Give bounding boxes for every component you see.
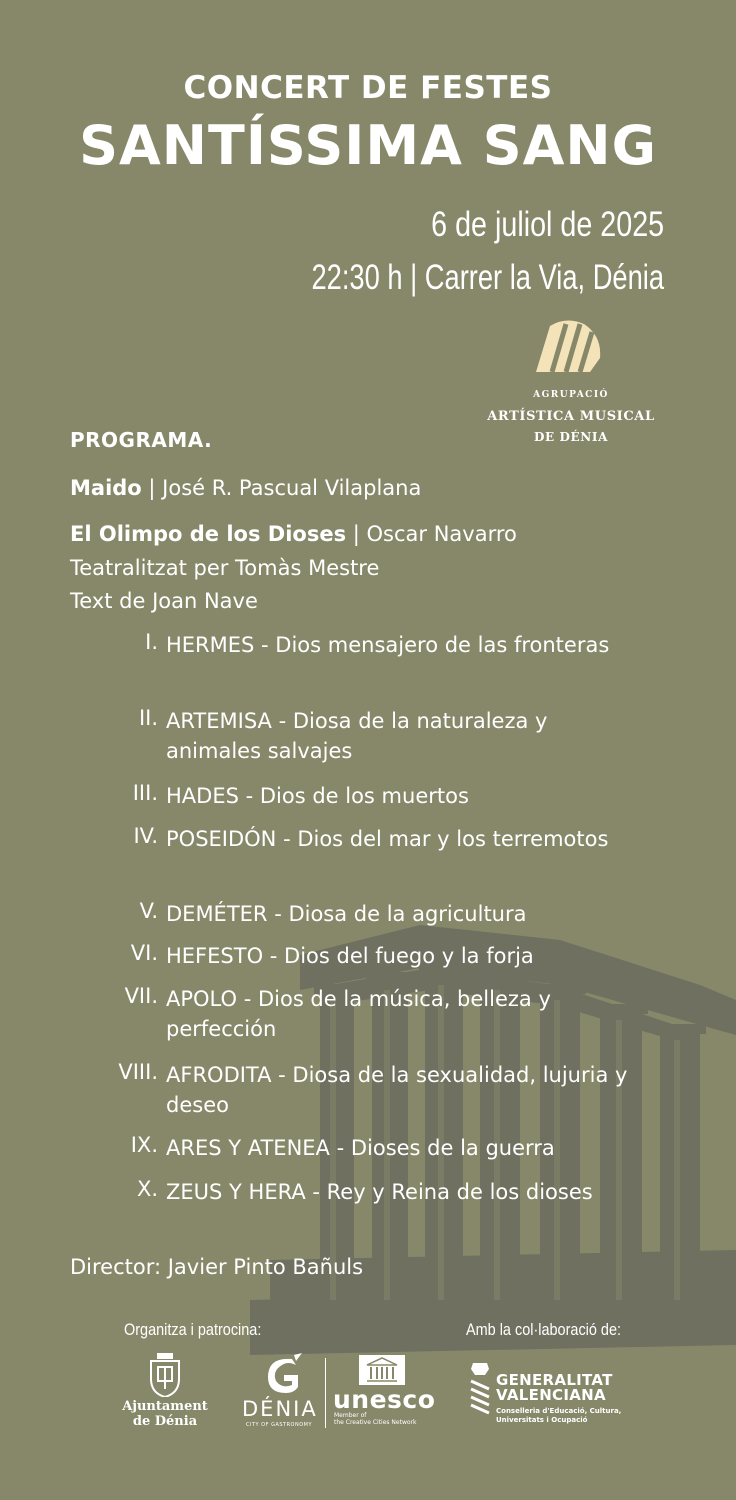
concert-subtitle: CONCERT DE FESTES <box>183 70 553 106</box>
program-piece-2 <box>70 522 517 546</box>
gv-department-line1: Conselleria d'Educació, Cultura, <box>496 1407 622 1415</box>
movement-text: POSEIDÓN - Dios del mar y los terremotos <box>166 827 609 851</box>
movement-number: IX. <box>130 1133 158 1157</box>
movement-number: III. <box>132 781 158 805</box>
movement-text: HERMES - Dios mensajero de las fronteras <box>166 633 610 657</box>
movement-text: DEMÉTER - Diosa de la agricultura <box>166 902 527 926</box>
denia-gastronomy-logo-icon <box>262 1353 306 1395</box>
gv-name-line1: GENERALITAT <box>496 1371 613 1389</box>
movement-number: I. <box>145 630 158 654</box>
unesco-temple-icon <box>359 1355 405 1385</box>
movement-number: VIII. <box>118 1060 158 1084</box>
band-name-line1: AGRUPACIÓ <box>533 390 609 400</box>
ajuntament-shield-icon <box>148 1353 182 1397</box>
gv-department-line2: Universitats i Ocupació <box>496 1416 588 1424</box>
movement-number: VII. <box>124 984 158 1008</box>
concert-title: SANTÍSSIMA SANG <box>79 114 657 177</box>
movement-text: ARTEMISA - Diosa de la naturaleza y animales salvajes <box>166 709 548 763</box>
band-shell-logo-icon <box>532 318 604 376</box>
ajuntament-line1: Ajuntament <box>122 1399 208 1414</box>
piece-1-composer: | José R. Pascual Vilaplana <box>141 476 422 500</box>
movement-number: VI. <box>130 941 158 965</box>
program-note-text: Text de Joan Nave <box>70 589 258 613</box>
director-credit: Director: Javier Pinto Bañuls <box>70 1255 364 1279</box>
program-title: PROGRAMA. <box>70 428 213 452</box>
piece-2-name: El Olimpo de los Dioses <box>70 522 347 546</box>
movement-number: II. <box>138 706 158 730</box>
generalitat-emblem-icon <box>467 1361 493 1419</box>
organizer-label: Organitza i patrocina: <box>124 1320 262 1339</box>
concert-date: 6 de juliol de 2025 <box>431 205 664 244</box>
band-name-line2: ARTÍSTICA MUSICAL <box>487 409 655 424</box>
movement-text: HEFESTO - Dios del fuego y la forja <box>166 944 534 968</box>
collaboration-label: Amb la col·laboració de: <box>466 1320 622 1339</box>
movement-text: ARES Y ATENEA - Dioses de la guerra <box>166 1136 555 1160</box>
unesco-member-line1: Member of <box>334 1412 367 1419</box>
unesco-wordmark: unesco <box>333 1385 436 1414</box>
movement-text: AFRODITA - Diosa de la sexualidad, lujuria y deseo <box>166 1063 628 1117</box>
movement-text: HADES - Dios de los muertos <box>166 784 469 808</box>
movement-number: IV. <box>133 824 158 848</box>
program-piece-1 <box>70 476 421 500</box>
movement-number: V. <box>139 899 158 923</box>
piece-1-name: Maido <box>70 476 142 500</box>
gv-name-line2: VALENCIANA <box>496 1386 606 1404</box>
movement-text: ZEUS Y HERA - Rey y Reina de los dioses <box>166 1180 593 1204</box>
concert-time-place: 22:30 h | Carrer la Via, Dénia <box>311 258 664 297</box>
unesco-member-line2: the Creative Cities Network <box>334 1419 417 1426</box>
movement-number: X. <box>136 1177 158 1201</box>
band-name-line3: DE DÉNIA <box>534 430 608 444</box>
program-note-staging: Teatralitzat per Tomàs Mestre <box>70 556 380 580</box>
piece-2-composer: | Oscar Navarro <box>346 522 517 546</box>
ajuntament-line2: de Dénia <box>132 1414 198 1429</box>
denia-wordmark: DÉNIA <box>242 1397 318 1421</box>
logo-divider <box>325 1358 326 1428</box>
movement-text: APOLO - Dios de la música, belleza y perfección <box>166 987 551 1041</box>
denia-subtitle: CITY OF GASTRONOMY <box>246 1422 313 1428</box>
